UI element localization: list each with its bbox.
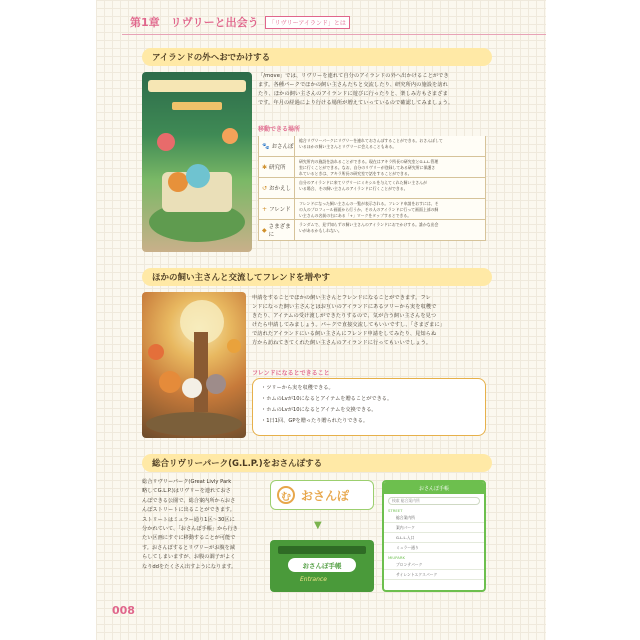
forest-scene [142, 292, 246, 438]
friend-benefit: ・ホムのLvが10になるとアイテムを交換できる。 [261, 407, 377, 413]
row-label: おかえし [269, 186, 292, 192]
notebook-item[interactable]: サイレントエクスパーク [384, 570, 484, 580]
friend-line: で訪れたアイランドにいる飼い主さんにフレンド申請をしてみたり、見知らぬ [252, 331, 437, 337]
park-entrance-screen [270, 540, 374, 592]
island-screenshot [142, 72, 252, 252]
glp-line: たい区画にすぐに移動することが可能で [142, 535, 236, 542]
osanpo-notebook-screen [382, 480, 486, 592]
outing-intro [258, 72, 486, 108]
notebook-section: STREET [388, 508, 403, 513]
friend-line: きたり、アイテムの受け渡しができたりするので、気が合う飼い主さんを見つ [252, 313, 437, 319]
friend-box-title: フレンドになるとできること [252, 370, 330, 377]
table-row [258, 199, 486, 220]
row-desc: いる場合、その飼い主さんのアイランドに行くことができる。 [299, 186, 408, 191]
row-desc: いるほかの飼い主さんとリヴリーに会えることもある。 [299, 144, 397, 149]
row-desc: フレンドになった飼い主さんの一覧が表示される。フレンド申請をおすには、そ [299, 201, 439, 206]
friends-illustration [142, 292, 246, 438]
return-icon: ↺ [262, 184, 268, 192]
notebook-item[interactable]: ミュラー通り [384, 543, 484, 553]
row-label: フレンド [269, 207, 291, 213]
intro-line: です。年月の経過により行ける場所が増えていっているので確認してみましょう。 [258, 100, 454, 106]
glp-line: 略してG.L.P.)はリヴリーを連れておさ [142, 488, 231, 495]
row-desc: れているときは、アキラ所長の研究室で話をすることができる。 [299, 171, 412, 176]
row-desc: 研究所内の施設を訪れることができる。現在はアキラ所長の研究室とG.L.L.管理 [299, 159, 439, 164]
row-desc: ランダムで、見ず知らずの飼い主さんのアイランドにおでかけする。誰かな出会 [299, 222, 439, 227]
row-label: さまざまに [268, 224, 291, 238]
osanpo-label: おさんぽ [301, 488, 350, 503]
chapter-subtitle: 「リヴリーアイランド」とは [265, 16, 350, 29]
glp-line: なりddをたくさん出すようになります。 [142, 563, 237, 570]
table-title: 移動できる場所 [258, 126, 301, 133]
notebook-item[interactable]: ブロンテパーク [384, 560, 484, 570]
osanpo-button[interactable] [270, 480, 374, 510]
arrow-down-icon: ▼ [314, 520, 322, 531]
section-header-friends: ほかの飼い主さんと交流してフレンドを増やす [142, 268, 492, 286]
friend-plus-icon: + [262, 205, 268, 213]
row-desc: の人のプロフィール画面から行うか、その人のアイランドに行って画面上部の飼 [299, 207, 439, 212]
notebook-item[interactable]: 案内パーク [384, 523, 484, 533]
intro-line: ます。各種パークでほかの飼い主さんたちと交流したり、研究所内の施設を訪れ [258, 82, 448, 88]
glp-line: 分かれていて、「おさんぽ手帳」から行き [142, 526, 238, 533]
notebook-item[interactable]: G.L.L.入口 [384, 533, 484, 543]
glp-line: す。おさんぽするとリヴリーがお腹を減 [142, 544, 235, 551]
friend-benefit: ・ツリーから実を収穫できる。 [261, 385, 334, 391]
chapter-rule [122, 34, 546, 35]
lab-icon: ✱ [262, 163, 268, 171]
section-header-outing: アイランドの外へおでかけする [142, 48, 492, 66]
row-desc: 総合リヴリーパークにリヴリーを連れておさんぽすることができる。おさんぽして [299, 138, 443, 143]
paw-icon: 🐾 [262, 142, 270, 150]
entrance-sign: Entrance [300, 576, 327, 583]
row-desc: いがあるかもしれない。 [299, 228, 342, 233]
glp-line: らしてしまいますが、お腹の調子がよく [142, 554, 236, 561]
intro-line: たり、ほかの飼い主さんのアイランドに遊びに行ったりと、楽しみ方もさまざま [258, 91, 448, 97]
osanpo-notebook-button[interactable]: おさんぽ手帳 [288, 558, 356, 572]
notebook-title: おさんぽ手帳 [384, 482, 484, 494]
section-header-glp: 総合リヴリーパーク(G.L.P.)をおさんぽする [142, 454, 492, 472]
friend-line: 方から訪ねてきてくれた飼い主さんのアイランドに行ってもいいでしょう。 [252, 340, 432, 346]
chapter-title: 第1章 リヴリーと出会う [130, 16, 259, 29]
glp-line: んぽできる公園で、総合案内所からおさ [142, 497, 236, 504]
table-row [258, 178, 486, 199]
friend-benefit: ・1日1回、GPを贈ったり贈られたりできる。 [261, 418, 369, 424]
glp-line: ストリートはミュラー通り1区〜30区に [142, 516, 235, 523]
friend-benefit: ・ホムのLvが10になるとアイテムを贈ることができる。 [261, 396, 393, 402]
table-row [258, 136, 486, 157]
table-row [258, 157, 486, 178]
friends-paragraph [252, 294, 488, 348]
row-label: 研究所 [269, 165, 286, 171]
page-number: 008 [112, 604, 135, 617]
random-icon: ◆ [262, 226, 267, 234]
notebook-section: MIUPARK [388, 555, 405, 560]
friend-line: 申請をすることでほかの飼い主さんとフレンドになることができます。フレ [252, 295, 431, 301]
glp-line: 総合リヴリーパーク(Great Livly Park [142, 479, 232, 485]
osanpo-logo-icon: む [277, 486, 295, 504]
island-illustration [142, 72, 252, 252]
table-row [258, 220, 486, 241]
friend-benefits-box [252, 378, 486, 436]
intro-line: 「/move」では、リヴリーを連れて自分のアイランドの外へ出かけることができ [258, 73, 449, 79]
chapter-heading [130, 14, 350, 30]
notebook-search[interactable]: 検索 総合案内所 [388, 497, 480, 505]
row-desc: 室に行くことができる。なお、自分のリヴリーが登録してある研究所に保護さ [299, 165, 436, 170]
friend-line: けたら申請してみましょう。パークで直接交流してもいいですし、「さまざまに」 [252, 322, 446, 328]
friend-line: ンドになった飼い主さんとはお互いのアイランドにあるツリーから実を収穫で [252, 304, 437, 310]
entrance-status-bar [278, 546, 366, 554]
destinations-table [258, 124, 486, 241]
notebook-item[interactable]: 総合案内所 [384, 513, 484, 523]
glp-paragraph [142, 478, 260, 572]
glp-line: んぽストリートに出ることができます。 [142, 507, 235, 514]
row-desc: い主さんの名前の右にある「+」マークをタップするとできる。 [299, 213, 412, 218]
row-desc: 自分のアイランドに来てリヴリーにミキシルを与えてくれた飼い主さんが [299, 180, 427, 185]
row-label: おさんぽ [271, 144, 294, 150]
